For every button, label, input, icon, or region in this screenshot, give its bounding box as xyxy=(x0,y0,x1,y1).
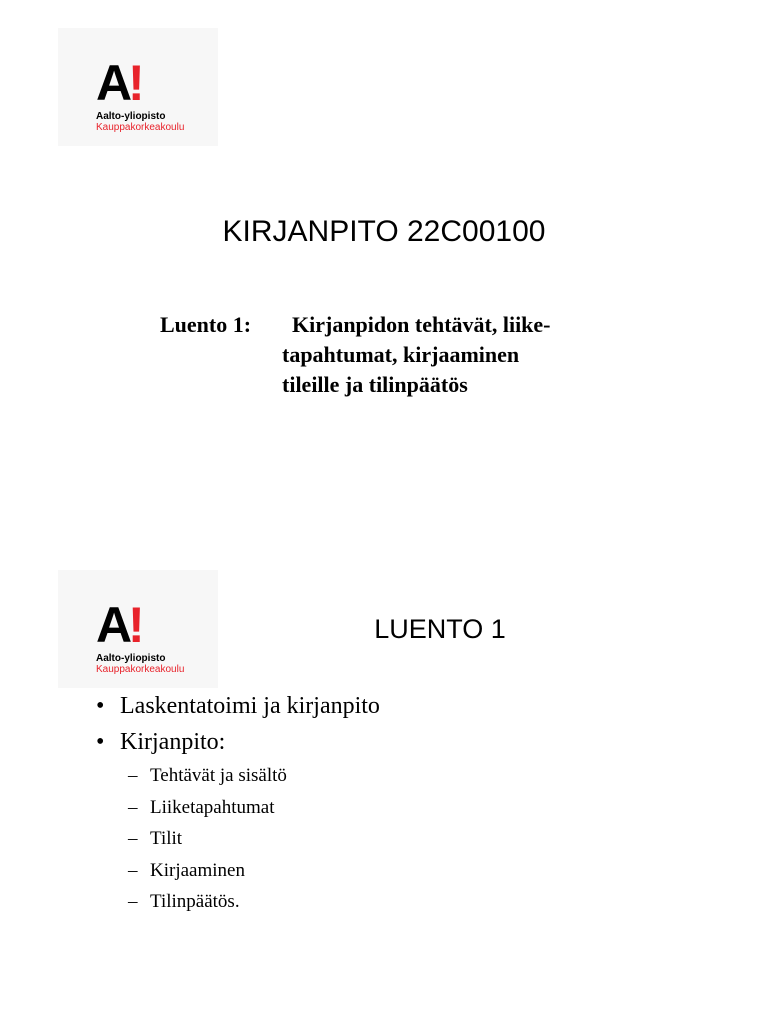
list-item xyxy=(96,724,380,760)
bullet-icon: • xyxy=(96,693,105,719)
dash-icon: – xyxy=(128,859,138,881)
dash-icon: – xyxy=(128,891,138,912)
list-item xyxy=(96,688,380,724)
lecture-topic-line: Kirjanpidon tehtävät, liike- xyxy=(292,312,551,337)
sub-list-item xyxy=(128,886,380,918)
list-item-text: Kirjanpito: xyxy=(120,729,226,755)
dash-icon: – xyxy=(128,765,138,786)
logo-school-name: Kauppakorkeakoulu xyxy=(96,122,185,133)
logo-school-name: Kauppakorkeakoulu xyxy=(96,664,185,675)
slide-2 xyxy=(0,562,768,1024)
sub-list-item xyxy=(128,792,380,824)
lecture-label: Luento 1: xyxy=(160,312,252,337)
lecture-topic-line: tapahtumat, kirjaaminen xyxy=(282,342,520,367)
lecture-topic xyxy=(282,310,632,400)
sub-list-item-text: Kirjaaminen xyxy=(150,859,245,881)
logo-university-name: Aalto-yliopisto xyxy=(96,653,166,664)
course-title: KIRJANPITO 22C00100 xyxy=(222,215,546,248)
dash-icon: – xyxy=(128,828,138,849)
logo-mark-a: A xyxy=(96,597,131,653)
sub-list-item-text: Tilinpäätös. xyxy=(150,891,240,912)
dash-icon: – xyxy=(128,796,138,818)
lecture-topic-line: tileille ja tilinpäätös xyxy=(282,372,468,397)
sub-list xyxy=(128,760,380,918)
sub-list-item-text: Tilit xyxy=(150,828,183,849)
list-item-text: Laskentatoimi ja kirjanpito xyxy=(120,693,380,719)
sub-list-item-text: Tehtävät ja sisältö xyxy=(150,765,287,786)
logo-mark-a: A xyxy=(96,55,131,111)
slide-title: LUENTO 1 xyxy=(374,614,506,644)
sub-list-item xyxy=(128,823,380,855)
logo-mark-exclamation: ! xyxy=(128,55,143,111)
bullet-icon: • xyxy=(96,729,105,755)
aalto-logo xyxy=(58,570,218,688)
sub-list-item-text: Liiketapahtumat xyxy=(150,796,275,818)
logo-mark-exclamation: ! xyxy=(128,597,143,653)
logo-university-name: Aalto-yliopisto xyxy=(96,111,166,122)
sub-list-item xyxy=(128,855,380,887)
bullet-list xyxy=(96,688,380,918)
aalto-logo xyxy=(58,28,218,146)
sub-list-item xyxy=(128,760,380,792)
